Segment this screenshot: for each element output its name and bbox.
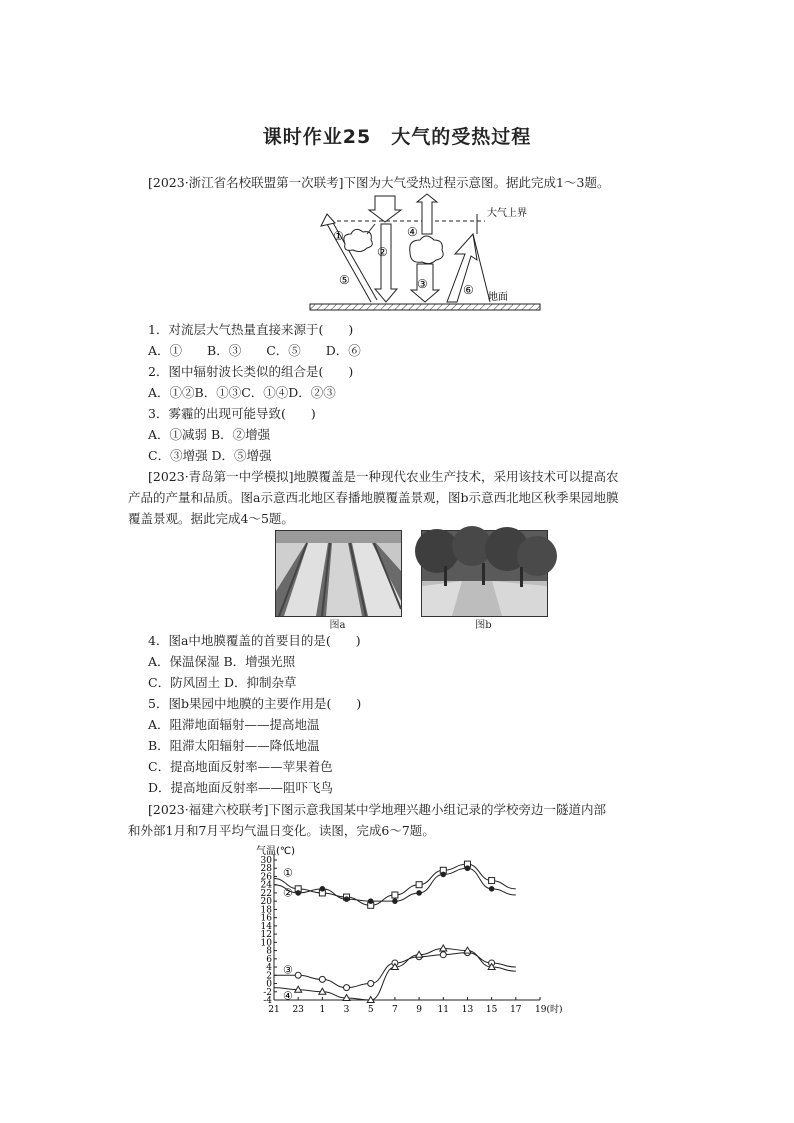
q5-stem: 5．图b果园中地膜的主要作用是( ) [148,696,362,711]
caption-b: 图b [475,620,492,631]
q5-option-c: C．提高地面反射率——苹果着色 [148,759,333,774]
marker-6: ⑥ [463,283,474,297]
x-tick-label: 21 [268,1005,280,1015]
point-dot [440,872,446,878]
point-dot [295,890,301,896]
ground-hatch [310,304,540,310]
y-tick-label: 24 [260,880,272,891]
y-tick-label: 18 [260,905,272,916]
y-tick-label: 30 [260,856,272,866]
marker-1: ① [333,229,344,243]
x-tick-label: 3 [343,1005,350,1015]
y-tick-label: 26 [260,872,272,883]
section2-intro-1: [2023·青岛第一中学模拟]地膜覆盖是一种现代农业生产技术，采用该技术可以提高农 [148,469,619,484]
marker-4: ④ [407,225,418,239]
q5-option-b: B．阻滞太阳辐射——降低地温 [148,738,320,753]
x-tick-label: 19(时) [535,1005,563,1015]
x-tick-label: 13 [461,1005,474,1015]
point-circle [440,952,446,958]
q3-options-cd: C．③增强 D．⑤增强 [148,448,272,463]
q3-stem: 3．雾霾的出现可能导致( ) [148,406,316,421]
y-tick-label: 8 [266,946,272,957]
x-tick-label: 7 [392,1005,398,1015]
temperature-chart [250,842,563,1017]
y-tick-label: 10 [260,938,272,949]
q4-options-ab: A．保温保湿 B．增强光照 [148,654,296,669]
q5-option-d: D．提高地面反射率——阻吓飞鸟 [148,780,334,795]
y-tick-label: 22 [260,888,272,899]
caption-a: 图a [329,620,346,631]
photo-b [421,530,548,617]
heating-process-diagram [305,194,545,314]
chart-ylabel: 气温(℃) [256,846,296,857]
q2-stem: 2．图中辐射波长类似的组合是( ) [148,364,354,379]
q1-options: A．① B．③ C．⑤ D．⑥ [148,343,361,358]
section2-intro-3: 覆盖景观。据此完成4～5题。 [128,511,294,526]
x-tick-label: 11 [437,1005,449,1015]
y-tick-label: 28 [260,864,272,875]
marker-5: ⑤ [339,273,350,287]
photo-a-image [276,531,401,616]
point-dot [344,896,350,902]
solar-arrow [369,196,401,222]
point-square [392,892,398,898]
point-dot [465,865,471,871]
x-tick-label: 1 [319,1005,326,1015]
point-square [489,878,495,884]
arrow-2 [375,224,397,302]
q2-options: A．①②B．①③C．①④D．②③ [148,385,336,400]
point-circle [319,976,325,982]
x-tick-label: 17 [510,1005,522,1015]
point-circle [368,981,374,987]
series-line-4 [274,949,516,1000]
y-tick-label: -4 [263,996,272,1006]
q3-options-ab: A．①减弱 B．②增强 [148,427,271,442]
series-line-3 [274,953,516,988]
label-atmosphere-top: 大气上界 [487,208,527,219]
series-label-4: ④ [283,989,293,1003]
series-label-2: ② [283,886,293,900]
y-tick-label: 2 [266,971,272,982]
q5-option-a: A．阻滞地面辐射——提高地温 [148,717,320,732]
q4-options-cd: C．防风固土 D．抑制杂草 [148,675,297,690]
marker-3: ③ [417,277,428,291]
temperature-chart-svg [250,842,563,1017]
q4-stem: 4．图a中地膜覆盖的首要目的是( ) [148,633,361,648]
point-dot [489,886,495,892]
y-tick-label: 16 [260,913,272,924]
y-tick-label: 12 [260,930,272,941]
point-dot [320,886,326,892]
point-dot [416,890,422,896]
photo-a [275,530,402,617]
x-tick-label: 9 [416,1005,422,1015]
section3-intro-1: [2023·福建六校联考]下图示意我国某中学地理兴趣小组记录的学校旁边一隧道内部 [148,802,607,817]
y-tick-label: 6 [266,954,272,965]
label-ground: 地面 [488,292,508,303]
heating-process-svg [305,194,545,314]
arrow-4 [417,194,437,234]
point-circle [295,972,301,978]
y-tick-label: 0 [266,979,272,990]
series-label-3: ③ [283,963,293,977]
point-circle [344,985,350,991]
page-title: 课时作业25 大气的受热过程 [262,126,532,148]
x-tick-label: 23 [292,1005,304,1015]
photo-b-image [422,531,547,616]
y-tick-label: 4 [266,963,272,974]
q1-stem: 1．对流层大气热量直接来源于( ) [148,322,354,337]
marker-2: ② [377,245,388,259]
section3-intro-2: 和外部1月和7月平均气温日变化。读图，完成6～7题。 [128,823,435,838]
point-dot [392,898,398,904]
x-tick-label: 5 [367,1005,374,1015]
section1-intro: [2023·浙江省名校联盟第一次联考]下图为大气受热过程示意图。据此完成1～3题。 [148,175,610,190]
y-tick-label: 14 [260,921,272,932]
cloud-right [410,236,443,264]
point-triangle [440,945,447,951]
section2-intro-2: 产品的产量和品质。图a示意西北地区春播地膜覆盖景观，图b示意西北地区秋季果园地膜 [128,490,619,505]
point-dot [368,898,374,904]
y-tick-label: -2 [263,987,272,998]
y-tick-label: 20 [260,897,272,908]
series-label-1: ① [283,866,293,880]
x-tick-label: 15 [485,1005,498,1015]
point-square [416,882,422,888]
